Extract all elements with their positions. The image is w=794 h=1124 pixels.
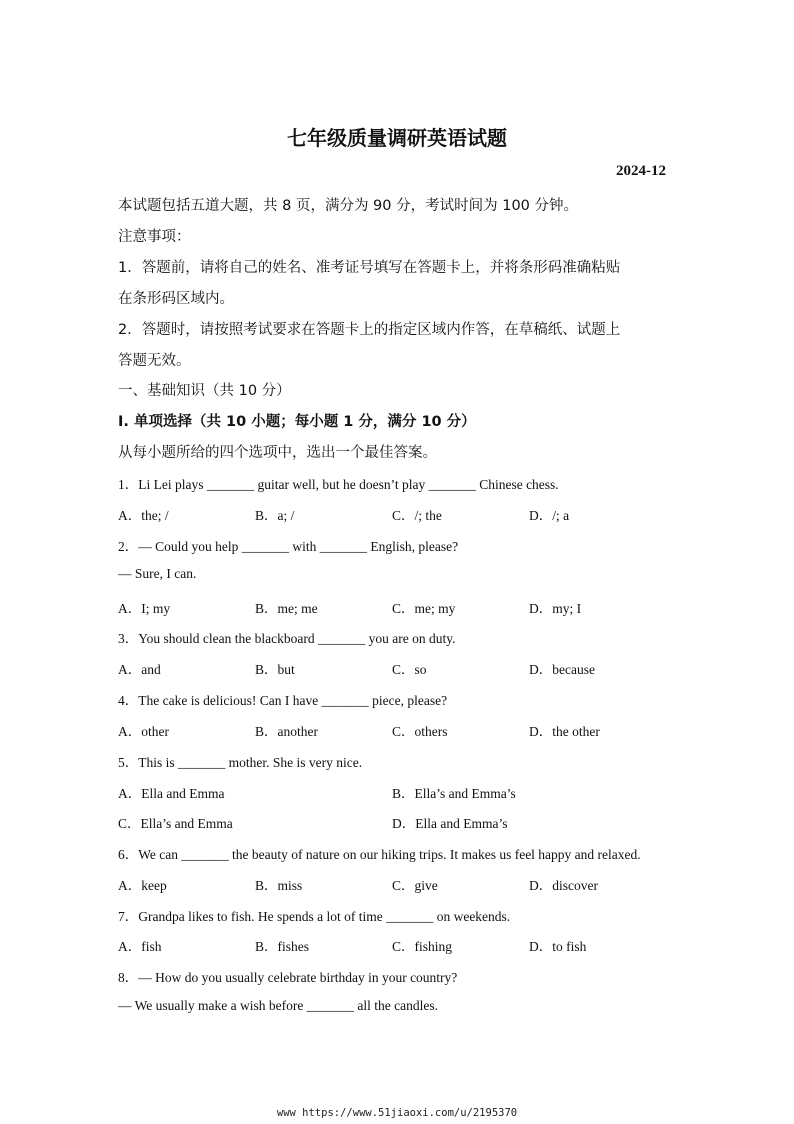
q7-option-d: D．to fish	[529, 939, 587, 954]
q6-option-a: A．keep	[118, 878, 167, 893]
note-2-line-2: 答题无效。	[118, 353, 191, 369]
note-1-line-2: 在条形码区域内。	[118, 291, 234, 307]
q5-option-b: B．Ella’s and Emma’s	[392, 786, 516, 801]
q7-option-a: A．fish	[118, 939, 162, 954]
q1-option-d: D．/; a	[529, 508, 570, 523]
q2-option-b: B．me; me	[255, 601, 318, 616]
q5-option-a: A．Ella and Emma	[118, 786, 225, 801]
q5-option-d: D．Ella and Emma’s	[392, 816, 508, 831]
q7-option-b: B．fishes	[255, 939, 309, 954]
q1-option-b: B．a; /	[255, 508, 295, 523]
q2-option-c: C．me; my	[392, 601, 456, 616]
note-1-line-1: 1．答题前，请将自己的姓名、准考证号填写在答题卡上，并将条形码准确粘贴	[118, 260, 621, 276]
q2-option-a: A．I; my	[118, 601, 171, 616]
q1-option-a: A．the; /	[118, 508, 169, 523]
q4-option-c: C．others	[392, 724, 448, 739]
q1-option-c: C．/; the	[392, 508, 442, 523]
question-1: 1．Li Lei plays _______ guitar well, but he doesn’t play _______ Chinese chess.	[118, 477, 559, 492]
page-title: 七年级质量调研英语试题	[287, 126, 507, 150]
q4-option-b: B．another	[255, 724, 318, 739]
instruction-text: 从每小题所给的四个选项中，选出一个最佳答案。	[118, 445, 437, 461]
q6-option-b: B．miss	[255, 878, 303, 893]
question-5: 5．This is _______ mother. She is very nice.	[118, 755, 363, 770]
question-2-reply: — Sure, I can.	[118, 566, 197, 581]
q4-option-d: D．the other	[529, 724, 600, 739]
question-3: 3．You should clean the blackboard _______ you are on duty.	[118, 631, 456, 646]
q3-option-a: A．and	[118, 662, 161, 677]
q3-option-c: C．so	[392, 662, 427, 677]
question-2: 2．— Could you help _______ with _______ English, please?	[118, 539, 459, 554]
q4-option-a: A．other	[118, 724, 169, 739]
q6-option-d: D．discover	[529, 878, 598, 893]
intro-text: 本试题包括五道大题，共 8 页，满分为 90 分，考试时间为 100 分钟。	[118, 198, 579, 214]
section-heading: 一、基础知识（共 10 分）	[118, 383, 291, 399]
note-2-line-1: 2．答题时，请按照考试要求在答题卡上的指定区域内作答，在草稿纸、试题上	[118, 322, 621, 338]
part-heading: Ⅰ. 单项选择（共 10 小题；每小题 1 分，满分 10 分）	[118, 414, 476, 430]
notes-heading: 注意事项：	[118, 229, 191, 245]
question-4: 4．The cake is delicious! Can I have _______ piece, please?	[118, 693, 448, 708]
q3-option-d: D．because	[529, 662, 595, 677]
q3-option-b: B．but	[255, 662, 295, 677]
question-8: 8．— How do you usually celebrate birthday in your country?	[118, 970, 458, 985]
q7-option-c: C．fishing	[392, 939, 453, 954]
q6-option-c: C．give	[392, 878, 438, 893]
footer-watermark-url: www https://www.51jiaoxi.com/u/2195370	[276, 1107, 518, 1119]
q5-option-c: C．Ella’s and Emma	[118, 816, 233, 831]
question-8-reply: — We usually make a wish before _______ all the candles.	[118, 998, 438, 1013]
exam-date: 2024-12	[616, 163, 666, 179]
question-6: 6．We can _______ the beauty of nature on our hiking trips. It makes us feel happy and relaxed.	[118, 847, 641, 862]
q2-option-d: D．my; I	[529, 601, 582, 616]
question-7: 7．Grandpa likes to fish. He spends a lot of time _______ on weekends.	[118, 909, 511, 924]
